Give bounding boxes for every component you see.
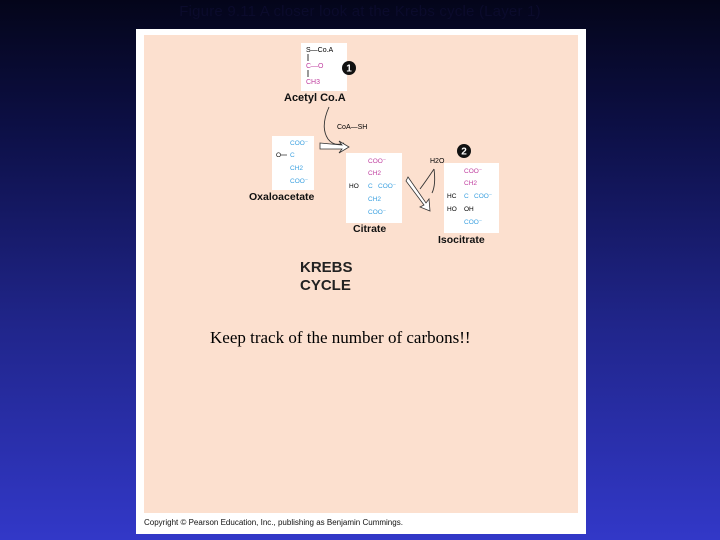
oxaloacetate-side-o: O <box>276 152 282 159</box>
citrate-c1: COO⁻ <box>368 158 387 165</box>
oxaloacetate-c4: COO⁻ <box>290 178 309 185</box>
water-arrow-out <box>432 169 435 193</box>
isocitrate-ho: HO <box>447 206 457 213</box>
slide-title: Figure 9.11 A closer look at the Krebs cycle (Layer 1) <box>179 3 541 20</box>
water-arrow-in <box>420 169 434 189</box>
arrow-to-isocitrate <box>406 177 430 211</box>
step-1-number: 1 <box>346 63 352 75</box>
carbon-note: Keep track of the number of carbons!! <box>210 328 471 347</box>
isocitrate-c5: COO⁻ <box>464 219 483 226</box>
krebs-label: KREBS <box>300 259 353 276</box>
isocitrate-c2: CH2 <box>464 180 478 187</box>
acetyl-coa-s-coa: S—Co.A <box>306 47 334 54</box>
isocitrate-side-coo: COO⁻ <box>474 193 493 200</box>
acetyl-coa-label: Acetyl Co.A <box>284 92 346 104</box>
water-label: H2O <box>430 158 445 165</box>
coa-sh-label: CoA—SH <box>337 124 368 131</box>
oxaloacetate-structure <box>272 136 314 190</box>
citrate-label: Citrate <box>353 223 387 235</box>
oxaloacetate-c1: COO⁻ <box>290 140 309 147</box>
isocitrate-oh: OH <box>464 206 474 213</box>
cycle-label: CYCLE <box>300 277 351 294</box>
isocitrate-label: Isocitrate <box>438 234 485 246</box>
citrate-c2: CH2 <box>368 170 382 177</box>
citrate-ho: HO <box>349 183 359 190</box>
oxaloacetate-label: Oxaloacetate <box>249 191 315 203</box>
copyright-notice: Copyright © Pearson Education, Inc., publishing as Benjamin Cummings. <box>144 518 403 527</box>
krebs-diagram <box>144 35 578 513</box>
oxaloacetate-c3: CH2 <box>290 165 304 172</box>
citrate-c3: C <box>368 183 373 190</box>
isocitrate-c1: COO⁻ <box>464 168 483 175</box>
acetyl-coa-methyl: CH3 <box>306 79 321 86</box>
krebs-diagram-panel <box>144 35 578 513</box>
oxaloacetate-c2: C <box>290 152 295 159</box>
citrate-c4: CH2 <box>368 196 382 203</box>
acetyl-coa-carbonyl: C—O <box>306 63 324 70</box>
citrate-c5: COO⁻ <box>368 209 387 216</box>
figure-frame <box>136 29 586 534</box>
isocitrate-structure <box>444 163 499 233</box>
citrate-structure <box>346 153 402 223</box>
isocitrate-hc: HC <box>447 193 457 200</box>
acetyl-coa-structure <box>301 43 347 91</box>
isocitrate-c3: C <box>464 193 469 200</box>
citrate-side-coo: COO⁻ <box>378 183 397 190</box>
arrow-to-citrate <box>320 141 349 153</box>
step-2-number: 2 <box>461 146 467 158</box>
